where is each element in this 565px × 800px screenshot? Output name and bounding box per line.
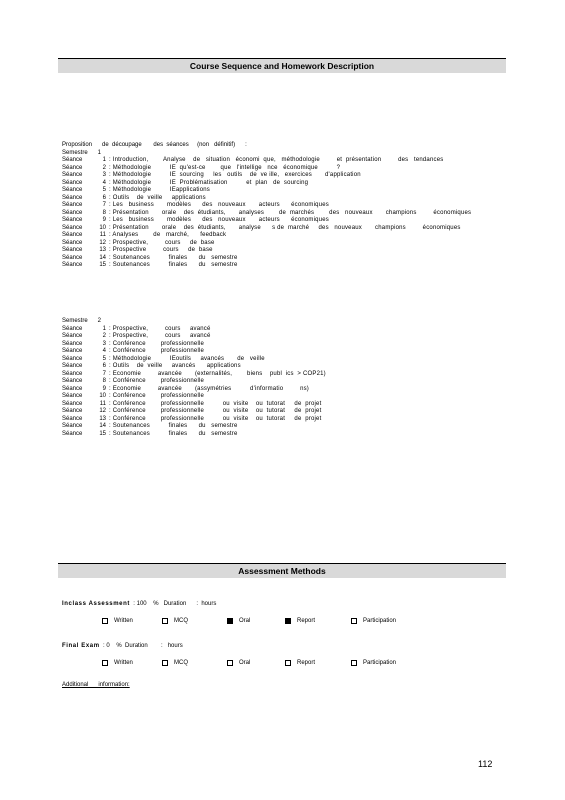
seance-row bbox=[62, 157, 471, 165]
checkbox-icon[interactable] bbox=[227, 660, 233, 666]
seance-number: 2 bbox=[102, 333, 106, 339]
seance-label: Séance bbox=[62, 217, 83, 223]
seance-row bbox=[62, 401, 326, 409]
seance-topic: : Soutenances finales du semestre bbox=[109, 254, 238, 261]
seance-number: 8 bbox=[102, 209, 106, 216]
seance-topic: : Conférence professionnelle bbox=[109, 393, 205, 399]
assessment-methods-header: Assessment Methods bbox=[58, 563, 506, 578]
seance-row bbox=[62, 431, 326, 439]
option-label: Written bbox=[114, 660, 133, 666]
seance-topic: : Méthodologie IE sourcing les outils de ve ille, exercices d'application bbox=[109, 172, 361, 178]
seance-topic: : Soutenances finales du semestre bbox=[109, 262, 238, 268]
seance-row bbox=[62, 180, 471, 188]
seance-label: Séance bbox=[62, 239, 83, 246]
seance-label: Séance bbox=[62, 247, 83, 253]
seance-label: Séance bbox=[62, 370, 83, 377]
seance-number: 7 bbox=[102, 370, 106, 377]
seance-number: 14 bbox=[99, 423, 106, 429]
seance-topic: : Les business modèles des nouveaux acteurs économiques bbox=[109, 202, 329, 208]
seance-label: Séance bbox=[62, 348, 83, 354]
seance-topic: : Soutenances finales du semestre bbox=[109, 423, 238, 429]
seance-topic: : Conférence professionnelle bbox=[109, 340, 205, 347]
seance-label: Séance bbox=[62, 423, 83, 429]
seance-row bbox=[62, 386, 326, 394]
proposition-line: Proposition de découpage des séances (non définitif) : bbox=[62, 142, 247, 148]
seance-row bbox=[62, 225, 471, 233]
seance-topic: : Economie avancée (externalités, biens publ ics > COP21) bbox=[109, 370, 326, 377]
seance-number: 9 bbox=[102, 385, 106, 392]
seance-label: Séance bbox=[62, 333, 83, 339]
checkbox-icon[interactable] bbox=[162, 660, 168, 666]
seance-row bbox=[62, 165, 471, 173]
semester1-list bbox=[62, 157, 471, 270]
semester1-label: Semestre 1 bbox=[62, 149, 102, 156]
seance-topic: : Prospective cours de base bbox=[109, 247, 213, 253]
option-label: Written bbox=[114, 618, 133, 624]
seance-number: 4 bbox=[102, 348, 106, 354]
inclass-options bbox=[102, 618, 411, 624]
seance-label: Séance bbox=[62, 164, 83, 171]
seance-number: 1 bbox=[102, 325, 106, 332]
option-label: MCQ bbox=[174, 618, 188, 624]
option-report[interactable] bbox=[285, 618, 351, 624]
seance-row bbox=[62, 416, 326, 424]
seance-row bbox=[62, 262, 471, 270]
seance-label: Séance bbox=[62, 378, 83, 384]
final-options bbox=[102, 660, 411, 666]
seance-number: 7 bbox=[102, 202, 106, 208]
seance-number: 6 bbox=[102, 194, 106, 201]
option-mcq[interactable] bbox=[162, 660, 227, 666]
intro-block bbox=[62, 142, 247, 157]
seance-label: Séance bbox=[62, 415, 83, 422]
seance-topic: : Outils de veille avancés applications bbox=[109, 363, 241, 369]
option-participation[interactable] bbox=[351, 660, 411, 666]
seance-number: 11 bbox=[99, 400, 106, 407]
seance-number: 12 bbox=[99, 408, 106, 414]
final-exam-line bbox=[62, 643, 183, 649]
semester2-list bbox=[62, 318, 326, 438]
seance-number: 5 bbox=[102, 355, 106, 362]
option-report[interactable] bbox=[285, 660, 351, 666]
option-mcq[interactable] bbox=[162, 618, 227, 624]
seance-label: Séance bbox=[62, 209, 83, 216]
seance-number: 2 bbox=[102, 164, 106, 171]
seance-row bbox=[62, 240, 471, 248]
seance-label: Séance bbox=[62, 363, 83, 369]
seance-topic: : Méthodologie IEapplications bbox=[109, 187, 210, 193]
seance-number: 13 bbox=[99, 415, 106, 422]
seance-number: 1 bbox=[102, 157, 106, 163]
seance-topic: : Conférence professionnelle ou visite ou tutorat de projet bbox=[109, 400, 322, 407]
checkbox-icon[interactable] bbox=[351, 618, 357, 624]
seance-row bbox=[62, 393, 326, 401]
seance-topic: : Méthodologie IE Problématisation et plan de sourcing bbox=[109, 179, 309, 186]
inclass-assessment-line bbox=[62, 601, 216, 607]
option-written[interactable] bbox=[102, 618, 162, 624]
seance-topic: : Les business modèles des nouveaux acteurs économiques bbox=[109, 217, 329, 223]
final-label: Final Exam bbox=[62, 643, 100, 649]
seance-topic: : Introduction, Analyse de situation économi que, méthodologie et présentation des tendances bbox=[109, 157, 444, 163]
additional-information-label: Additional information: bbox=[62, 682, 130, 688]
seance-row bbox=[62, 217, 471, 225]
seance-label: Séance bbox=[62, 325, 83, 332]
seance-row bbox=[62, 356, 326, 364]
seance-row bbox=[62, 187, 471, 195]
seance-label: Séance bbox=[62, 172, 83, 178]
seance-topic: : Conférence professionnelle bbox=[109, 348, 205, 354]
seance-label: Séance bbox=[62, 179, 83, 186]
seance-row bbox=[62, 255, 471, 263]
seance-number: 14 bbox=[99, 254, 106, 261]
seance-row bbox=[62, 378, 326, 386]
option-label: Report bbox=[297, 660, 316, 666]
seance-number: 8 bbox=[102, 378, 106, 384]
option-participation[interactable] bbox=[351, 618, 411, 624]
seance-number: 9 bbox=[102, 217, 106, 223]
seance-label: Séance bbox=[62, 385, 83, 392]
seance-topic: : Prospective, cours avancé bbox=[109, 325, 211, 332]
seance-number: 13 bbox=[99, 247, 106, 253]
seance-number: 12 bbox=[99, 239, 106, 246]
seance-number: 11 bbox=[99, 232, 106, 238]
seance-number: 6 bbox=[102, 363, 106, 369]
seance-row bbox=[62, 341, 326, 349]
seance-topic: : Méthodologie IEoutils avancés de veille bbox=[109, 355, 265, 362]
seance-label: Séance bbox=[62, 232, 83, 238]
seance-label: Séance bbox=[62, 187, 83, 193]
final-details: : 0 % Duration : hours bbox=[99, 643, 183, 649]
seance-topic: : Economie avancée (assymétries d'informatio ns) bbox=[109, 385, 310, 392]
checkbox-icon[interactable] bbox=[102, 660, 108, 666]
option-label: Oral bbox=[239, 660, 251, 666]
option-label: Report bbox=[297, 618, 316, 624]
seance-number: 3 bbox=[102, 172, 106, 178]
seance-number: 5 bbox=[102, 187, 106, 193]
option-oral[interactable] bbox=[227, 618, 285, 624]
seance-number: 10 bbox=[99, 224, 106, 231]
page-number: 112 bbox=[478, 759, 493, 769]
checkbox-icon[interactable] bbox=[162, 618, 168, 624]
inclass-details: : 100 % Duration : hours bbox=[129, 601, 217, 607]
seance-label: Séance bbox=[62, 340, 83, 347]
seance-topic: : Analyses de marché, feedback bbox=[109, 232, 227, 238]
checkbox-icon[interactable] bbox=[285, 660, 291, 666]
seance-row bbox=[62, 232, 471, 240]
seance-number: 4 bbox=[102, 179, 106, 186]
seance-row bbox=[62, 202, 471, 210]
seance-number: 10 bbox=[99, 393, 106, 399]
seance-row bbox=[62, 348, 326, 356]
seance-topic: : Présentation orale des étudiants, analyse s de marché des nouveaux champions économiques bbox=[109, 224, 461, 231]
seance-number: 3 bbox=[102, 340, 106, 347]
seance-label: Séance bbox=[62, 224, 83, 231]
seance-number: 15 bbox=[99, 262, 106, 268]
seance-label: Séance bbox=[62, 254, 83, 261]
option-oral[interactable] bbox=[227, 660, 285, 666]
course-sequence-header: Course Sequence and Homework Description bbox=[58, 58, 506, 73]
seance-topic: : Soutenances finales du semestre bbox=[109, 430, 238, 437]
seance-row bbox=[62, 172, 471, 180]
seance-label: Séance bbox=[62, 355, 83, 362]
seance-topic: : Conférence professionnelle bbox=[109, 378, 205, 384]
seance-topic: : Prospective, cours avancé bbox=[109, 333, 211, 339]
checkbox-icon[interactable] bbox=[227, 618, 233, 624]
checkbox-icon[interactable] bbox=[102, 618, 108, 624]
seance-topic: : Méthodologie IE qu'est-ce que l'intellige nce économique ? bbox=[109, 164, 341, 171]
seance-label: Séance bbox=[62, 408, 83, 414]
seance-number: 15 bbox=[99, 430, 106, 437]
seance-topic: : Présentation orale des étudiants, analyses de marchés des nouveaux champions économiques bbox=[109, 209, 472, 216]
seance-row bbox=[62, 210, 471, 218]
seance-row bbox=[62, 408, 326, 416]
seance-row bbox=[62, 423, 326, 431]
seance-topic: : Prospective, cours de base bbox=[109, 239, 215, 246]
seance-label: Séance bbox=[62, 393, 83, 399]
option-label: MCQ bbox=[174, 660, 188, 666]
checkbox-icon[interactable] bbox=[351, 660, 357, 666]
checkbox-icon[interactable] bbox=[285, 618, 291, 624]
option-label: Participation bbox=[363, 618, 397, 624]
seance-row bbox=[62, 326, 326, 334]
seance-label: Séance bbox=[62, 400, 83, 407]
option-label: Participation bbox=[363, 660, 397, 666]
seance-row bbox=[62, 333, 326, 341]
seance-row bbox=[62, 363, 326, 371]
seance-topic: : Outils de veille applications bbox=[109, 194, 206, 201]
seance-row bbox=[62, 371, 326, 379]
seance-topic: : Conférence professionnelle ou visite ou tutorat de projet bbox=[109, 415, 322, 422]
seance-label: Séance bbox=[62, 262, 83, 268]
option-written[interactable] bbox=[102, 660, 162, 666]
seance-topic: : Conférence professionnelle ou visite ou tutorat de projet bbox=[109, 408, 322, 414]
seance-label: Séance bbox=[62, 157, 83, 163]
seance-label: Séance bbox=[62, 202, 83, 208]
seance-row bbox=[62, 247, 471, 255]
seance-label: Séance bbox=[62, 194, 83, 201]
semester2-label: Semestre 2 bbox=[62, 318, 102, 324]
seance-label: Séance bbox=[62, 430, 83, 437]
inclass-label: Inclass Assessment bbox=[62, 601, 130, 607]
seance-row bbox=[62, 195, 471, 203]
option-label: Oral bbox=[239, 618, 251, 624]
